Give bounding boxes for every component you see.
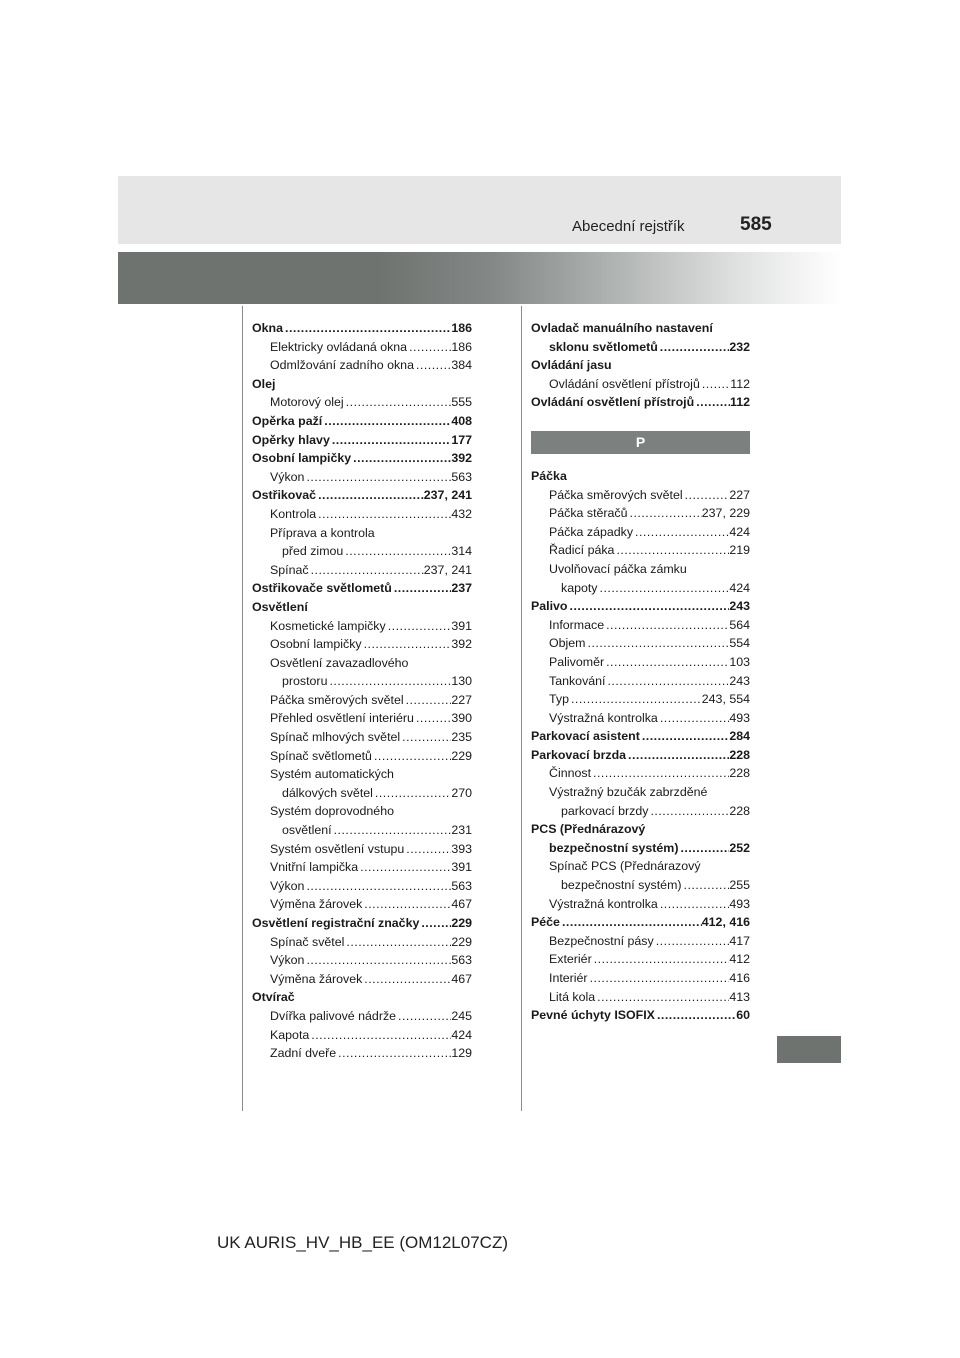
- dot-leader: [658, 895, 730, 914]
- index-entry-term: Výkon: [270, 878, 305, 893]
- index-entry-term: Spínač PCS (Přednárazový: [549, 859, 701, 874]
- dot-leader: [700, 375, 730, 394]
- index-entry-page: 392: [451, 637, 472, 652]
- section-letter-bar: P: [531, 431, 750, 454]
- index-entry-page: 432: [451, 506, 472, 521]
- dot-leader: [373, 784, 451, 803]
- index-entry-page: 412: [729, 952, 750, 967]
- index-entry: [252, 486, 472, 505]
- index-entry: [531, 597, 750, 616]
- index-entry-page: 227: [729, 487, 750, 502]
- index-entry-page: 186: [451, 321, 472, 335]
- dot-leader: [330, 431, 451, 450]
- index-entry: [252, 895, 472, 914]
- index-entry-term: Výměna žárovek: [270, 897, 363, 912]
- dot-leader: [386, 617, 452, 636]
- left-column-divider: [242, 306, 243, 1111]
- index-entry-term: dálkových světel: [282, 785, 373, 800]
- dot-leader: [604, 616, 729, 635]
- header-band: [118, 176, 841, 244]
- index-entry: [252, 970, 472, 989]
- index-entry-page: 227: [451, 692, 472, 707]
- index-entry: [252, 1007, 472, 1026]
- index-entry-term: Páčka západky: [549, 524, 634, 539]
- index-entry-term: Příprava a kontrola: [270, 525, 375, 540]
- index-entry: [531, 523, 750, 542]
- index-entry-term: před zimou: [282, 544, 344, 559]
- dot-leader: [309, 1026, 451, 1045]
- dot-leader: [362, 635, 452, 654]
- index-entry: [252, 393, 472, 412]
- index-entry-term: Zadní dveře: [270, 1046, 337, 1061]
- index-entry-term: Objem: [549, 636, 586, 651]
- index-entry-term: Spínač světel: [270, 934, 345, 949]
- index-entry-page: 467: [451, 971, 472, 986]
- index-entry-term: Ovladač manuálního nastavení: [531, 321, 713, 335]
- index-entry-page: 60: [736, 1008, 750, 1023]
- index-entry-page: 424: [451, 1027, 472, 1042]
- dot-leader: [309, 561, 424, 580]
- index-group-p: [531, 467, 750, 1025]
- dot-leader: [419, 914, 451, 933]
- index-entry-term: Spínač světlometů: [270, 748, 372, 763]
- dot-leader: [640, 727, 729, 746]
- index-entry-page: 237, 241: [423, 488, 472, 503]
- index-entry-page: 229: [451, 748, 472, 763]
- index-entry-page: 393: [451, 841, 472, 856]
- index-entry-term: prostoru: [282, 674, 328, 689]
- index-entry-page: 554: [729, 636, 750, 651]
- index-entry-term: Interiér: [549, 971, 588, 985]
- index-entry-term: Palivo: [531, 599, 568, 614]
- index-entry: [252, 933, 472, 952]
- index-entry-term: Osobní lampičky: [270, 637, 362, 652]
- index-entry: [531, 672, 750, 691]
- index-entry: [531, 857, 750, 876]
- index-entry: [252, 598, 472, 617]
- index-entry-term: Ovládání jasu: [531, 358, 612, 373]
- index-entry: [531, 504, 750, 523]
- dot-leader: [592, 950, 730, 969]
- index-entry-term: PCS (Přednárazový: [531, 822, 646, 837]
- index-entry: [252, 1026, 472, 1045]
- index-entry-term: Osobní lampičky: [252, 451, 352, 466]
- index-entry-page: 219: [729, 543, 750, 558]
- dot-leader: [322, 412, 451, 431]
- index-entry: [252, 951, 472, 970]
- index-entry-page: 493: [729, 896, 750, 911]
- index-entry-term: Palivoměr: [549, 654, 605, 669]
- dot-leader: [648, 802, 729, 821]
- dot-leader: [633, 523, 729, 542]
- index-entry: [531, 541, 750, 560]
- index-entry-page: 186: [451, 339, 472, 354]
- index-entry-page: 228: [729, 766, 750, 781]
- dot-leader: [343, 542, 451, 561]
- dot-leader: [344, 393, 452, 412]
- index-entry-term: Výměna žárovek: [270, 971, 363, 986]
- index-entry-term: sklonu světlometů: [549, 339, 658, 354]
- dot-leader: [400, 728, 451, 747]
- index-entry: [531, 895, 750, 914]
- index-entry-term: Kapota: [270, 1027, 310, 1042]
- index-entry: [531, 988, 750, 1007]
- index-entry: [252, 412, 472, 431]
- dot-leader: [358, 858, 451, 877]
- index-entry-term: Bezpečnostní pásy: [549, 933, 654, 948]
- dot-leader: [304, 877, 451, 896]
- dot-leader: [327, 672, 451, 691]
- index-entry-page: 314: [451, 544, 472, 559]
- dot-leader: [595, 988, 729, 1007]
- index-entry-term: Ovládání osvětlení přístrojů: [531, 395, 695, 410]
- index-entry-term: Ostřikovače světlometů: [252, 581, 392, 596]
- page-number: 585: [740, 214, 772, 235]
- index-entry-term: Systém automatických: [270, 767, 394, 782]
- index-entry: [531, 839, 750, 858]
- dot-leader: [694, 393, 730, 412]
- dot-leader: [586, 634, 730, 653]
- index-entry-page: 243: [729, 673, 750, 688]
- index-entry-term: Výkon: [270, 953, 305, 968]
- dot-leader: [332, 821, 452, 840]
- dot-leader: [304, 468, 451, 487]
- footer-code: UK AURIS_HV_HB_EE (OM12L07CZ): [217, 1233, 508, 1252]
- index-entry: [531, 709, 750, 728]
- index-entry: [252, 449, 472, 468]
- index-entry-term: Výstražná kontrolka: [549, 710, 658, 725]
- index-entry: [252, 988, 472, 1007]
- index-entry-page: 467: [451, 897, 472, 912]
- index-entry-page: 243, 554: [701, 692, 750, 707]
- index-entry-page: 555: [451, 395, 472, 410]
- index-entry: [531, 1006, 750, 1025]
- index-entry: [252, 617, 472, 636]
- index-entry-term: Otvírač: [252, 990, 295, 1005]
- index-entry: [252, 840, 472, 859]
- index-entry-page: 284: [729, 729, 750, 744]
- index-entry-term: Okna: [252, 321, 283, 335]
- dot-leader: [683, 486, 730, 505]
- index-entry-term: Typ: [549, 692, 569, 707]
- index-entry: [531, 764, 750, 783]
- index-entry: [531, 783, 750, 802]
- dot-leader: [628, 504, 702, 523]
- index-entry: [531, 653, 750, 672]
- index-entry-page: 412, 416: [701, 915, 750, 930]
- dot-leader: [569, 690, 702, 709]
- dot-leader: [414, 356, 451, 375]
- index-entry: [531, 950, 750, 969]
- index-entry: [252, 914, 472, 933]
- index-entry: [252, 802, 472, 821]
- index-entry-page: 255: [729, 878, 750, 893]
- index-entry-term: Systém osvětlení vstupu: [270, 841, 405, 856]
- dot-leader: [588, 969, 730, 988]
- index-entry: [252, 728, 472, 747]
- index-entry: [252, 468, 472, 487]
- index-entry: [252, 375, 472, 394]
- index-entry-page: 563: [451, 469, 472, 484]
- index-entry: [252, 709, 472, 728]
- index-entry-term: Páčka směrových světel: [549, 487, 683, 502]
- index-entry: [252, 691, 472, 710]
- index-entry-term: Osvětlení registrační značky: [252, 916, 420, 930]
- index-entry-term: Vnitřní lampička: [270, 860, 359, 875]
- index-entry: [531, 634, 750, 653]
- index-entry-term: Parkovací asistent: [531, 729, 640, 744]
- index-entry-term: Opěrka paží: [252, 413, 323, 428]
- dot-leader: [678, 839, 729, 858]
- index-entry: [252, 505, 472, 524]
- index-entry-term: Spínač mlhových světel: [270, 730, 401, 745]
- index-entry-page: 390: [451, 711, 472, 726]
- index-entry-page: 243: [729, 599, 750, 614]
- index-column-right: [531, 319, 750, 1025]
- index-entry-page: 417: [729, 933, 750, 948]
- dot-leader: [404, 691, 452, 710]
- index-entry-page: 228: [729, 803, 750, 818]
- dot-leader: [362, 970, 451, 989]
- index-entry-term: Kontrola: [270, 506, 317, 521]
- dot-leader: [682, 876, 730, 895]
- index-entry: [252, 524, 472, 543]
- index-entry-page: 229: [451, 934, 472, 949]
- chapter-tab: [777, 1036, 841, 1063]
- index-entry-term: bezpečnostní systém): [549, 840, 679, 855]
- dot-leader: [316, 505, 451, 524]
- index-entry: [252, 877, 472, 896]
- index-entry-page: 177: [451, 432, 472, 447]
- index-entry-page: 228: [729, 747, 750, 762]
- index-entry: [531, 913, 750, 932]
- index-entry-term: Výstražná kontrolka: [549, 896, 658, 911]
- index-entry-page: 237: [451, 581, 472, 596]
- index-entry-term: kapoty: [561, 580, 598, 595]
- section-title: Abecední rejstřík: [572, 218, 685, 235]
- index-entry-page: 270: [451, 785, 472, 800]
- index-entry-page: 130: [451, 674, 472, 689]
- index-entry-page: 416: [729, 971, 750, 985]
- index-entry: [531, 932, 750, 951]
- dot-leader: [372, 747, 451, 766]
- index-entry: [252, 338, 472, 357]
- index-entry: [252, 672, 472, 691]
- dot-leader: [604, 653, 729, 672]
- index-entry-page: 235: [451, 730, 472, 745]
- dot-leader: [591, 764, 729, 783]
- index-entry-page: 245: [451, 1008, 472, 1023]
- index-entry-page: 391: [451, 860, 472, 875]
- index-entry-page: 237, 241: [423, 562, 472, 577]
- index-column-left: [252, 319, 472, 1063]
- index-entry-page: 408: [451, 413, 472, 428]
- index-entry-page: 564: [729, 617, 750, 632]
- index-entry: [531, 579, 750, 598]
- dot-leader: [316, 486, 424, 505]
- index-entry-term: Osvětlení: [252, 599, 308, 614]
- index-entry-term: Uvolňovací páčka zámku: [549, 561, 687, 576]
- index-entry-term: Páčka: [531, 468, 567, 483]
- dot-leader: [283, 319, 451, 338]
- index-group-o-continued: [531, 319, 750, 412]
- dot-leader: [560, 913, 702, 932]
- index-entry: [252, 431, 472, 450]
- index-entry-page: 413: [729, 989, 750, 1004]
- index-entry-page: 129: [451, 1046, 472, 1061]
- index-entry-page: 493: [729, 710, 750, 725]
- index-entry: [252, 784, 472, 803]
- index-entry-term: Spínač: [270, 562, 309, 577]
- index-entry-term: Systém doprovodného: [270, 804, 394, 819]
- index-entry-page: 237, 229: [701, 506, 750, 521]
- index-entry: [252, 319, 472, 338]
- index-entry-term: Péče: [531, 915, 560, 930]
- index-entry: [252, 542, 472, 561]
- index-entry-term: Tankování: [549, 673, 606, 688]
- dot-leader: [605, 672, 729, 691]
- dot-leader: [396, 1007, 451, 1026]
- index-entry: [531, 319, 750, 338]
- dot-leader: [658, 338, 730, 357]
- index-entry-page: 424: [729, 524, 750, 539]
- index-entry: [531, 616, 750, 635]
- index-entry-term: Ovládání osvětlení přístrojů: [549, 376, 700, 391]
- dot-leader: [336, 1044, 451, 1063]
- index-entry: [252, 858, 472, 877]
- index-entry-term: Výkon: [270, 469, 305, 484]
- index-entry-term: Motorový olej: [270, 395, 344, 410]
- index-entry-term: Opěrky hlavy: [252, 432, 330, 447]
- index-entry-term: Přehled osvětlení interiéru: [270, 711, 414, 726]
- index-entry-page: 392: [451, 451, 472, 466]
- dot-leader: [351, 449, 451, 468]
- index-entry-term: Činnost: [549, 766, 592, 781]
- index-entry-term: Olej: [252, 376, 276, 391]
- index-entry: [531, 690, 750, 709]
- index-entry-term: Informace: [549, 617, 605, 632]
- index-entry-page: 563: [451, 878, 472, 893]
- dot-leader: [414, 709, 451, 728]
- index-entry-page: 563: [451, 953, 472, 968]
- index-entry: [531, 560, 750, 579]
- dot-leader: [344, 933, 451, 952]
- index-entry: [252, 356, 472, 375]
- index-entry-term: Výstražný bzučák zabrzděné: [549, 785, 708, 800]
- index-entry-term: bezpečnostní systém): [561, 878, 682, 893]
- index-entry: [252, 765, 472, 784]
- dot-leader: [626, 746, 729, 765]
- dot-leader: [598, 579, 730, 598]
- dot-leader: [404, 840, 451, 859]
- index-entry: [531, 467, 750, 486]
- index-entry-page: 112: [730, 395, 750, 410]
- index-entry: [531, 356, 750, 375]
- dot-leader: [658, 709, 730, 728]
- dot-leader: [655, 1006, 736, 1025]
- index-entry-term: Ostřikovač: [252, 488, 317, 503]
- header-gradient-bar: [118, 252, 841, 304]
- index-entry: [252, 747, 472, 766]
- dot-leader: [568, 597, 730, 616]
- index-entry-term: parkovací brzdy: [561, 803, 649, 818]
- dot-leader: [407, 338, 451, 357]
- dot-leader: [654, 932, 730, 951]
- index-entry-term: Litá kola: [549, 989, 596, 1004]
- index-entry-term: Parkovací brzda: [531, 747, 627, 762]
- index-entry-term: Kosmetické lampičky: [270, 618, 386, 633]
- index-entry-page: 103: [729, 654, 750, 669]
- index-entry-term: Řadicí páka: [549, 543, 615, 558]
- index-entry-term: Pevné úchyty ISOFIX: [531, 1008, 655, 1023]
- index-entry-page: 424: [729, 580, 750, 595]
- index-entry-term: Dvířka palivové nádrže: [270, 1008, 397, 1023]
- index-entry: [252, 654, 472, 673]
- index-entry: [531, 338, 750, 357]
- index-entry-term: Exteriér: [549, 952, 592, 967]
- index-entry: [531, 486, 750, 505]
- dot-leader: [362, 895, 451, 914]
- index-entry: [531, 375, 750, 394]
- index-entry-page: 391: [451, 618, 472, 633]
- index-entry: [531, 820, 750, 839]
- index-entry-page: 252: [729, 840, 750, 855]
- index-entry: [252, 579, 472, 598]
- dot-leader: [614, 541, 729, 560]
- dot-leader: [392, 579, 452, 598]
- index-entry: [531, 876, 750, 895]
- index-entry: [252, 561, 472, 580]
- index-entry-term: Páčka stěračů: [549, 506, 628, 521]
- index-entry: [531, 802, 750, 821]
- index-entry: [252, 821, 472, 840]
- index-entry-page: 232: [729, 339, 750, 354]
- dot-leader: [304, 951, 451, 970]
- index-entry-page: 112: [730, 376, 750, 391]
- index-entry-page: 231: [451, 823, 472, 838]
- index-entry: [531, 746, 750, 765]
- index-entry-page: 384: [451, 358, 472, 373]
- index-entry-term: Páčka směrových světel: [270, 692, 404, 707]
- middle-column-divider: [521, 306, 522, 1111]
- index-entry-term: osvětlení: [282, 823, 332, 838]
- index-entry-term: Osvětlení zavazadlového: [270, 655, 409, 670]
- index-entry: [531, 727, 750, 746]
- index-entry-term: Elektricky ovládaná okna: [270, 339, 408, 354]
- index-entry: [252, 635, 472, 654]
- index-entry: [531, 393, 750, 412]
- index-entry-term: Odmlžování zadního okna: [270, 358, 414, 373]
- index-entry: [531, 969, 750, 988]
- index-entry: [252, 1044, 472, 1063]
- index-entry-page: 229: [451, 916, 472, 930]
